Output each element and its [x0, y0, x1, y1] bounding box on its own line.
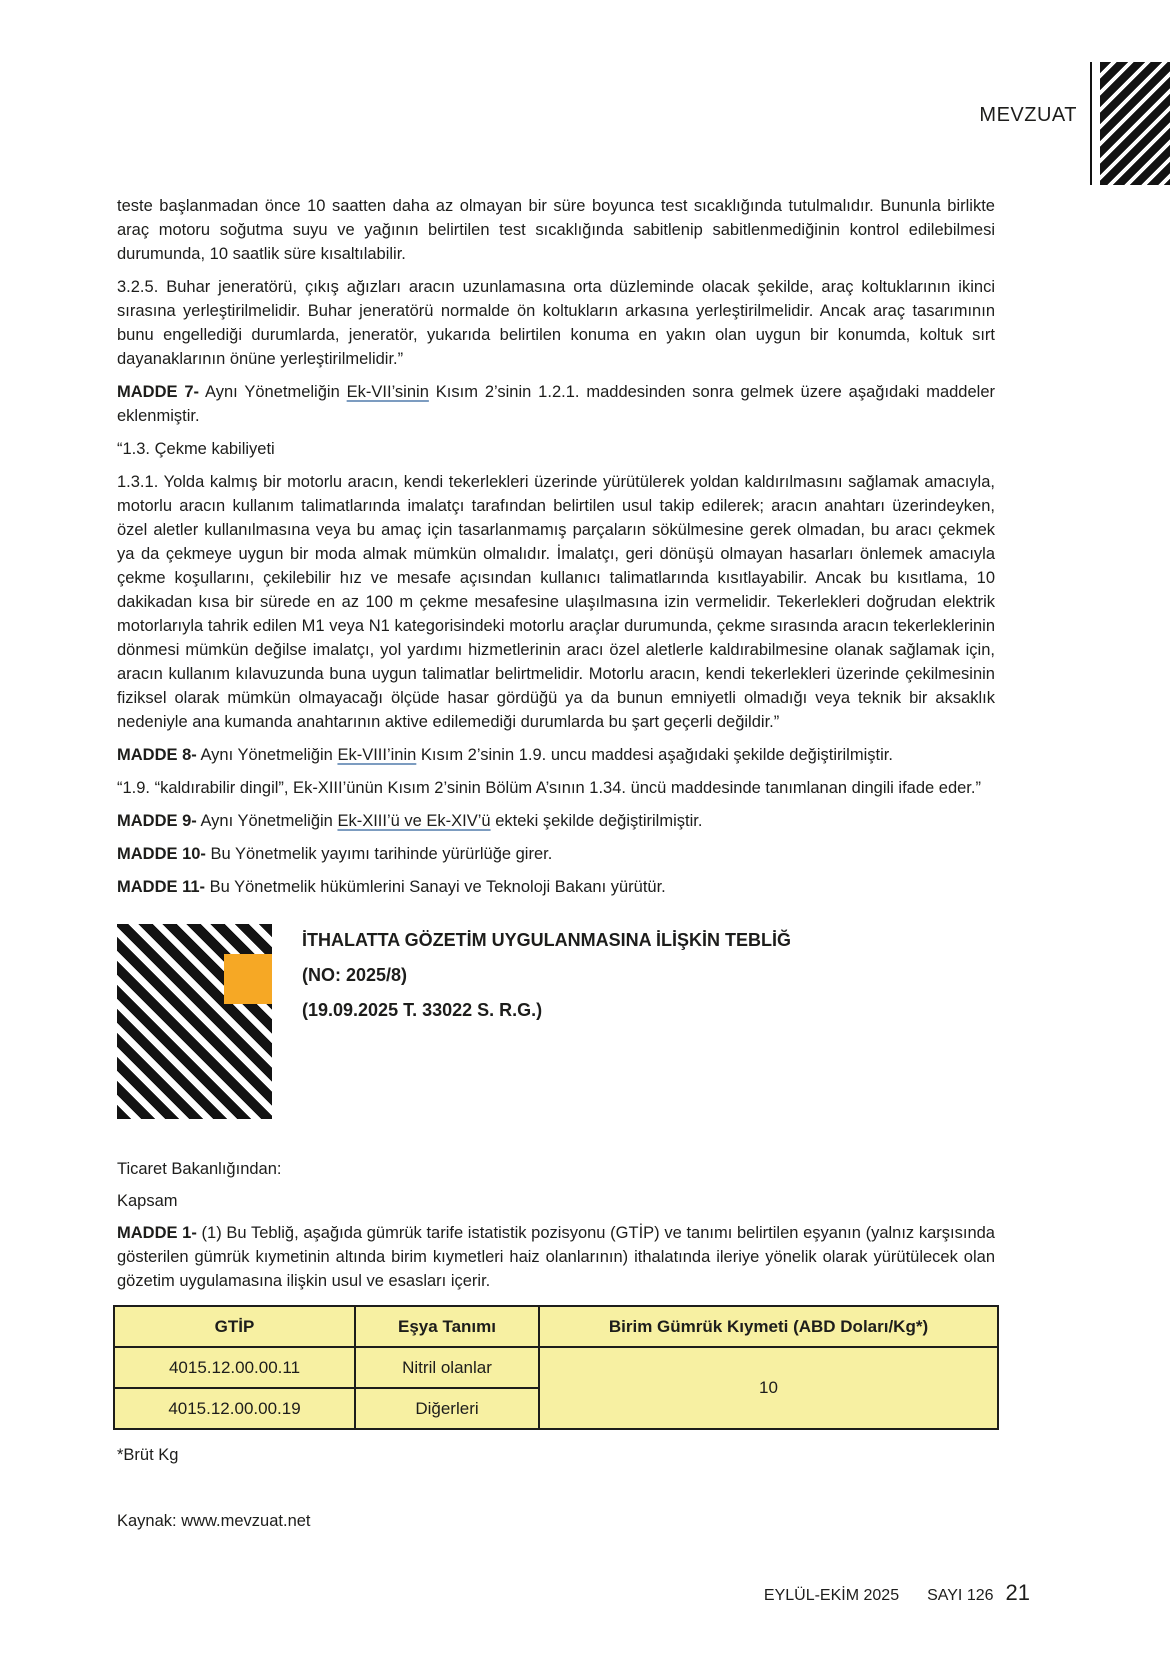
madde-9-label: MADDE 9-	[117, 812, 197, 830]
page-footer	[764, 1580, 1030, 1606]
notice-date: (19.09.2025 T. 33022 S. R.G.)	[302, 1000, 543, 1020]
paragraph-quote-1-3: “1.3. Çekme kabiliyeti	[117, 440, 275, 458]
article-body	[117, 194, 995, 1533]
source-line: Kaynak: www.mevzuat.net	[117, 1512, 311, 1530]
masthead-divider	[1090, 62, 1092, 185]
paragraph-3-2-5: 3.2.5. Buhar jeneratörü, çıkış ağızları aracın uzunlamasına orta düzleminde olacak şekilde, araç koltuklarının ikinci sırasına yerleştirilmelidir. Buhar jeneratörü normalde ön koltukların arkasına yerleştirilmelidir. Ancak araç tasarımının bunu engellediği durumlarda, jeneratör, yukarıda belirtilen konuma en yakın olan uygun bir konumda, koltuk sırt dayanaklarının önüne yerleştirilmelidir.”	[117, 278, 995, 368]
table-row	[114, 1347, 998, 1388]
ministry-line: Ticaret Bakanlığından:	[117, 1160, 282, 1178]
madde-8-label: MADDE 8-	[117, 746, 197, 764]
madde-10-label: MADDE 10-	[117, 845, 206, 863]
paragraph-madde-1: MADDE 1- (1) Bu Tebliğ, aşağıda gümrük tarife istatistik pozisyonu (GTİP) ve tanımı belirtilen eşyanın (yalnız karşısında gösterilen gümrük kıymetinin altında birim kıymetleri haiz olanlarının) ithalatında ileriye yönelik olarak yürütülecek olan gözetim uygulamasına ilişkin usul ve esasları içerir.	[117, 1224, 995, 1290]
cell-tanim-1: Nitril olanlar	[355, 1347, 539, 1388]
paragraph-madde-7: MADDE 7- Aynı Yönetmeliğin Ek-VII’sinin Kısım 2’sinin 1.2.1. maddesinden sonra gelmek üzere aşağıdaki maddeler eklenmiştir.	[117, 383, 995, 425]
paragraph-madde-11: MADDE 11- Bu Yönetmelik hükümlerini Sanayi ve Teknoloji Bakanı yürütür.	[117, 878, 666, 896]
notice-title: İTHALATTA GÖZETİM UYGULANMASINA İLİŞKİN TEBLİĞ	[302, 930, 791, 950]
paragraph-quote-1-9: “1.9. “kaldırabilir dingil”, Ek-XIII’ünün Kısım 2’sinin Bölüm A’sının 1.34. üncü maddesinde tanımlanan dingili ifade eder.”	[117, 779, 981, 797]
table-header-row	[114, 1306, 998, 1347]
footer-page-number: 21	[1005, 1580, 1030, 1605]
paragraph-madde-10: MADDE 10- Bu Yönetmelik yayımı tarihinde yürürlüğe girer.	[117, 845, 553, 863]
cell-gtip-1: 4015.12.00.00.11	[114, 1347, 355, 1388]
paragraph-madde-9: MADDE 9- Aynı Yönetmeliğin Ek-XIII’ü ve Ek-XIV’ü ekteki şekilde değiştirilmiştir.	[117, 812, 703, 830]
paragraph-1-3-1: 1.3.1. Yolda kalmış bir motorlu aracın, kendi tekerlekleri üzerinde yürütülerek yoldan kaldırılmasını sağlamak amacıyla, motorlu aracın kullanım talimatlarında imalatçı tarafından belirtilen usul takip edilerek; aracın anahtarı üzerindeyken, özel aletler kullanılmasına veya bu amaç için tasarlanmamış parçaların sökülmesine gerek olmadan, bu aracı çekmek ya da çekmeye uygun bir moda almak mümkün olmalıdır. İmalatçı, geri dönüşü olmayan hasarları önlemek amacıyla çekme koşullarını, çekilebilir hız ve mesafe açısından kullanıcı talimatlarında kısıtlayabilir. Ancak bu kısıtlama, 10 dakikadan kısa bir sürede en az 100 m çekme mesafesine ulaşılmasına izin vermelidir. Tekerlekleri doğrudan elektrik motorlarıyla tahrik edilen M1 veya N1 kategorisindeki motorlu araçlar durumunda, çekme sırasında aracın tekerleklerinin dönmesi mümkün değilse imalatçı, yol yardımı hizmetlerinin aracı özel aletlerle kaldırabilmesine olanak sağlamak için, aracın kullanım kılavuzunda buna uygun talimatlar belirtmelidir. Motorlu aracın, kendi tekerlekleri üzerinde çekilmesinin fiziksel olarak mümkün olmayacağı ölçüde hasar gördüğü ya da bunun emniyetli olmadığı veya teknik bir aksaklık nedeniyle ana kumanda anahtarının aktive edilemediği durumlarda bu şart geçerli değildir.”	[117, 473, 995, 731]
madde-1-label: MADDE 1-	[117, 1224, 197, 1242]
footer-issue-date: EYLÜL-EKİM 2025	[763, 1587, 900, 1604]
link-ek-vii[interactable]: Ek-VII’sinin	[346, 383, 429, 401]
footer-issue-number: SAYI 126	[927, 1587, 994, 1604]
header-gtip: GTİP	[114, 1306, 355, 1347]
table-footnote: *Brüt Kg	[117, 1446, 179, 1464]
cell-gtip-2: 4015.12.00.00.19	[114, 1388, 355, 1429]
notice-header	[117, 924, 995, 1119]
cell-tanim-2: Diğerleri	[355, 1388, 539, 1429]
notice-number: (NO: 2025/8)	[302, 965, 408, 985]
link-ek-xiii-xiv[interactable]: Ek-XIII’ü ve Ek-XIV’ü	[337, 812, 491, 830]
cell-merged-value: 10	[539, 1347, 998, 1429]
orange-square-icon	[224, 954, 272, 1004]
madde-11-label: MADDE 11-	[117, 878, 206, 896]
paragraph-test-intro: teste başlanmadan önce 10 saatten daha az olmayan bir süre boyunca test sıcaklığında tutulmalıdır. Bununla birlikte araç motoru soğutma suyu ve yağının belirtilen test sıcaklığında sabitlenip sabitlenmediğinin kontrol edilebilmesi durumunda, 10 saatlik süre kısaltılabilir.	[117, 197, 995, 263]
link-ek-viii[interactable]: Ek-VIII’inin	[337, 746, 417, 764]
goods-table	[113, 1305, 999, 1430]
paragraph-madde-8: MADDE 8- Aynı Yönetmeliğin Ek-VIII’inin Kısım 2’sinin 1.9. uncu maddesi aşağıdaki şekilde değiştirilmiştir.	[117, 746, 893, 764]
kapsam-heading: Kapsam	[117, 1192, 178, 1210]
stripe-logo-icon	[117, 924, 272, 1119]
madde-7-label: MADDE 7-	[117, 383, 200, 401]
magazine-brand: MEVZUAT	[979, 104, 1077, 126]
header-birim-gumruk-kiymeti: Birim Gümrük Kıymeti (ABD Doları/Kg*)	[539, 1306, 998, 1347]
masthead-stripes-icon	[1100, 62, 1170, 185]
header-esya-tanimi: Eşya Tanımı	[355, 1306, 539, 1347]
notice-title-block	[302, 924, 791, 1119]
